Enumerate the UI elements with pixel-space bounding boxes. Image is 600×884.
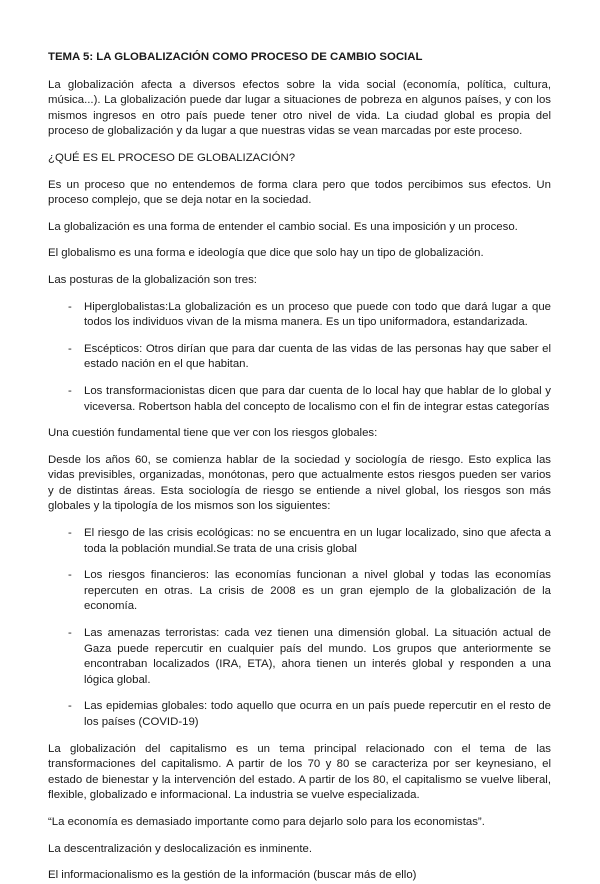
paragraph-3: El globalismo es una forma e ideología que dice que solo hay un tipo de globalización. [48, 247, 484, 260]
list-item-text: Las epidemias globales: todo aquello que ocurra en un país puede repercutir en el resto de los países (COVID-19) [84, 700, 551, 728]
paragraph-10: El informacionalismo es la gestión de la información (buscar más de ello) [48, 869, 417, 882]
list-item [68, 626, 551, 688]
list-item-text: Las amenazas terroristas: cada vez tienen una dimensión global. La situación actual de Gaza puede repercutir en cualquier país del mundo. Los grupos que anteriormente se encontraban localizados (IRA, ETA), ahora tienen un interés global y responden a una lógica global. [84, 627, 551, 686]
list-item-text: Escépticos: Otros dirían que para dar cuenta de las vidas de las personas hay que saber el estado nación en el que habitan. [84, 342, 551, 371]
dash-bullet: - [68, 300, 72, 313]
list-item-text: El riesgo de las crisis ecológicas: no se encuentra en un lugar localizado, sino que afecta a toda la población mundial.Se trata de una crisis global [84, 527, 551, 555]
document-title: TEMA 5: LA GLOBALIZACIÓN COMO PROCESO DE CAMBIO SOCIAL [48, 51, 423, 63]
dash-bullet: - [68, 527, 72, 540]
dash-bullet: - [68, 627, 72, 640]
quote-paragraph: “La economía es demasiado importante como para dejarlo solo para los economistas”. [48, 815, 485, 828]
dash-bullet: - [68, 569, 72, 582]
list-item [68, 384, 551, 415]
dash-bullet: - [68, 700, 72, 713]
list-item-text: Los transformacionistas dicen que para dar cuenta de lo local hay que hablar de lo global y viceversa. Robertson habla del concepto de localismo con el fin de integrar estas categorías [84, 384, 551, 413]
risks-list [48, 526, 551, 731]
list-item [68, 568, 551, 615]
paragraph-1: Es un proceso que no entendemos de forma clara pero que todos percibimos sus efectos. Un proceso complejo, que se deja notar en la sociedad. [48, 178, 551, 207]
paragraph-9: La descentralización y deslocalización es inminente. [48, 842, 313, 855]
intro-paragraph: La globalización afecta a diversos efectos sobre la vida social (economía, política, cultura, música...). La globalización puede dar lugar a situaciones de pobreza en algunos países, y con los mismos ingresos en otro país puede tener otro nivel de vida. La ciudad global es propia del proceso de globalización y da lugar a que nuestras vidas se vean marcadas por este proceso. [48, 78, 551, 138]
list-item [68, 526, 551, 557]
paragraph-6: Desde los años 60, se comienza hablar de la sociedad y sociología de riesgo. Esto explica las vidas previsibles, organizadas, monótonas, pero que actualmente estos riesgos pueden ser varios y de distintas áreas. Esta sociología de riesgo se entiende a nivel global, los riesgos son más globales y la tipología de los mismos son los siguientes: [48, 453, 551, 513]
list-item-text: Hiperglobalistas:La globalización es un proceso que puede con todo que dará lugar a que todos los individuos vivan de la misma manera. Es un tipo uniformadora, estandarizada. [84, 300, 551, 329]
paragraph-4: Las posturas de la globalización son tres: [48, 273, 257, 286]
section-heading: ¿QUÉ ES EL PROCESO DE GLOBALIZACIÓN? [48, 151, 296, 164]
postures-list [48, 300, 551, 416]
dash-bullet: - [68, 342, 72, 355]
dash-bullet: - [68, 384, 72, 397]
list-item [68, 342, 551, 373]
paragraph-5: Una cuestión fundamental tiene que ver con los riesgos globales: [48, 427, 378, 440]
list-item [68, 300, 551, 331]
paragraph-2: La globalización es una forma de entender el cambio social. Es una imposición y un proceso. [48, 220, 518, 233]
list-item [68, 699, 551, 730]
paragraph-7: La globalización del capitalismo es un tema principal relacionado con el tema de las transformaciones del capitalismo. A partir de los 70 y 80 se caracteriza por ser keynesiano, el estado de bienestar y la intervención del estado. A partir de los 80, el capitalismo se vuelve liberal, flexible, globalizado e informacional. La industria se vuelve especializada. [48, 742, 551, 802]
list-item-text: Los riesgos financieros: las economías funcionan a nivel global y todas las economías repercuten en otras. La crisis de 2008 es un gran ejemplo de la globalización de la economía. [84, 569, 551, 613]
